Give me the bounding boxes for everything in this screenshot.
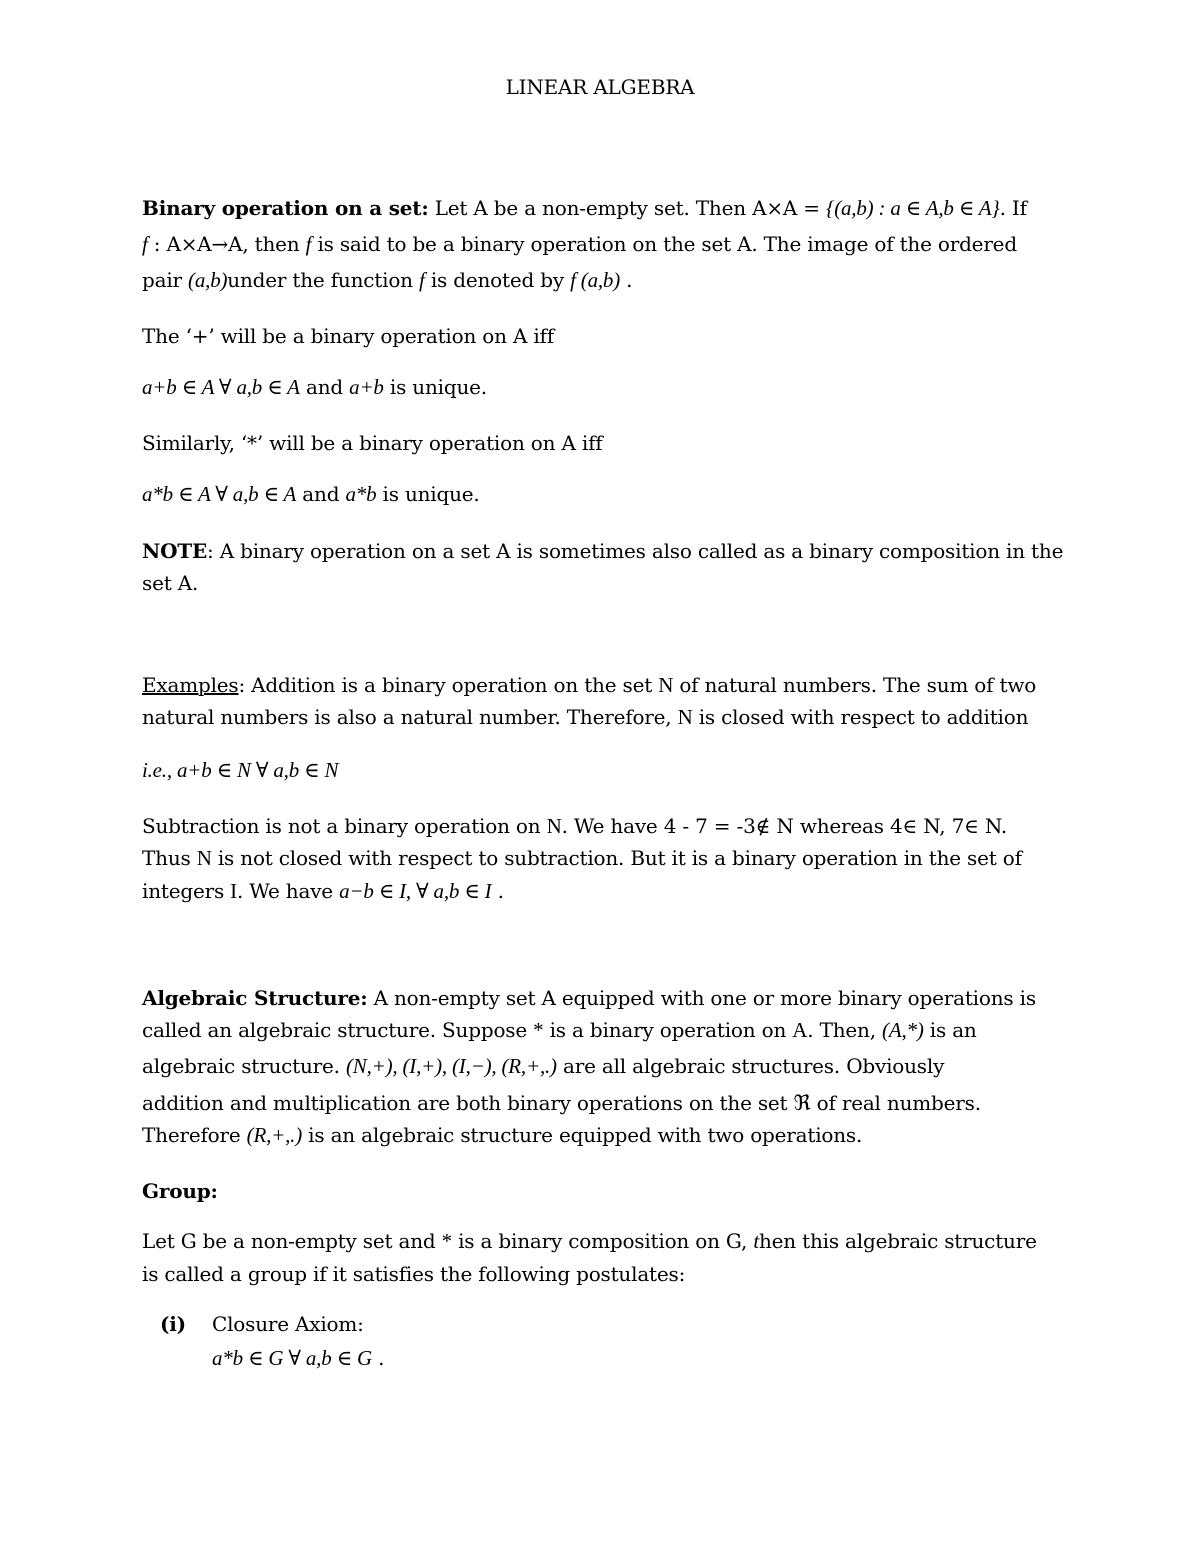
group-line-1: Let G be a non-empty set and * is a binary composition on G, then this algebraic structure bbox=[142, 1229, 1037, 1253]
star-intro: Similarly, ‘*’ will be a binary operation on A iff bbox=[142, 431, 603, 455]
cartesian-set: {(a,b) : a ∈ A,b ∈ A} bbox=[826, 196, 1000, 220]
examples-line-1: Examples: Addition is a binary operation on the set N of natural numbers. The sum of two bbox=[142, 673, 1037, 697]
note-label: NOTE bbox=[142, 539, 208, 563]
algebraic-line-5: Therefore (R,+,.) is an algebraic structure equipped with two operations. bbox=[142, 1123, 863, 1147]
examples-line-2: natural numbers is also a natural number. Therefore, N is closed with respect to addition bbox=[142, 705, 1029, 729]
binary-op-line-2: f : A×A→A, then f is said to be a binary operation on the set A. The image of the ordered bbox=[142, 232, 1017, 256]
algebraic-line-3: algebraic structure. (N,+), (I,+), (I,−), (R,+,.) are all algebraic structures. Obviously bbox=[142, 1054, 945, 1078]
subtraction-line-1: Subtraction is not a binary operation on N. We have 4 - 7 = -3∉ N whereas 4∈ N, 7∈ N. bbox=[142, 814, 1008, 838]
examples-line-3: i.e., a+b ∈ N ∀ a,b ∈ N bbox=[142, 758, 339, 782]
star-condition: a*b ∈ A ∀ a,b ∈ A and a*b is unique. bbox=[142, 482, 480, 506]
algebraic-line-2: called an algebraic structure. Suppose * is a binary operation on A. Then, (A,*) is an bbox=[142, 1018, 977, 1042]
axiom-expression: a*b ∈ G ∀ a,b ∈ G . bbox=[212, 1346, 385, 1370]
subtraction-line-2: Thus N is not closed with respect to subtraction. But it is a binary operation in the set of bbox=[142, 846, 1022, 870]
binary-op-heading: Binary operation on a set: bbox=[142, 196, 429, 220]
group-heading: Group: bbox=[142, 1179, 218, 1203]
group-line-2: is called a group if it satisfies the following postulates: bbox=[142, 1262, 686, 1286]
plus-condition: a+b ∈ A ∀ a,b ∈ A and a+b is unique. bbox=[142, 375, 487, 399]
examples-label: Examples bbox=[142, 673, 239, 697]
binary-op-line-3: pair (a,b)under the function f is denoted by f (a,b) . bbox=[142, 268, 633, 292]
axiom-number: (i) bbox=[160, 1312, 186, 1336]
binary-op-line-1: Binary operation on a set: Let A be a non-empty set. Then A×A = {(a,b) : a ∈ A,b ∈ A}. If bbox=[142, 196, 1027, 220]
subtraction-line-3: integers I. We have a−b ∈ I, ∀ a,b ∈ I . bbox=[142, 879, 504, 903]
algebraic-line-4: addition and multiplication are both binary operations on the set ℜ of real numbers. bbox=[142, 1091, 981, 1115]
algebraic-line-1: Algebraic Structure: A non-empty set A equipped with one or more binary operations is bbox=[142, 986, 1036, 1010]
note-line-2: set A. bbox=[142, 571, 199, 595]
axiom-name: Closure Axiom: bbox=[212, 1312, 364, 1336]
note-line-1: NOTE: A binary operation on a set A is sometimes also called as a binary composition in the bbox=[142, 539, 1064, 563]
page-title: LINEAR ALGEBRA bbox=[505, 75, 695, 99]
algebraic-heading: Algebraic Structure: bbox=[142, 986, 368, 1010]
plus-intro: The ‘+’ will be a binary operation on A iff bbox=[142, 324, 554, 348]
